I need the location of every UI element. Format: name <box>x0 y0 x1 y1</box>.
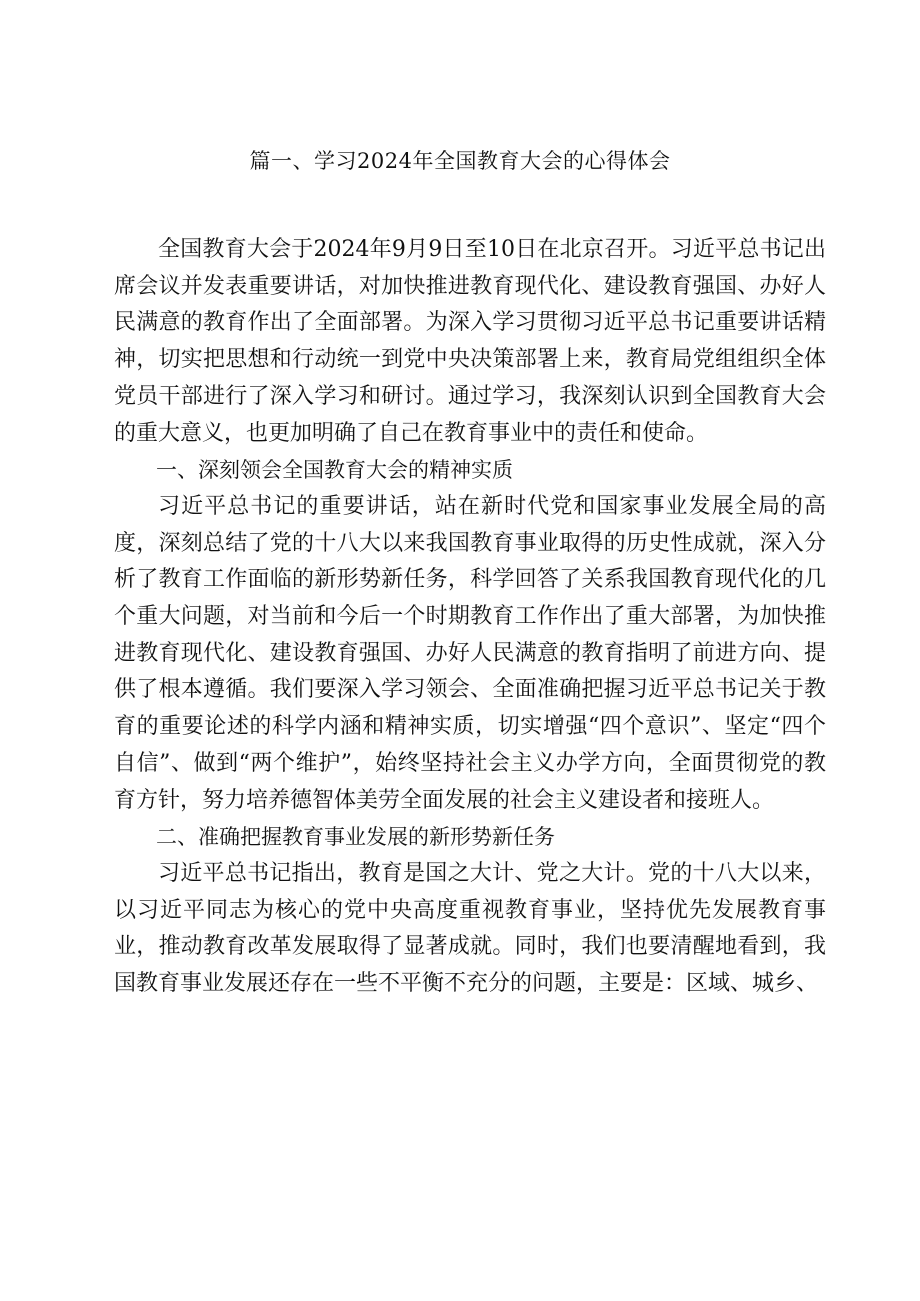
document-body <box>114 232 826 1003</box>
section-heading-2: 二、准确把握教育事业发展的新形势新任务 <box>156 825 555 850</box>
document-title: 篇一、学习2024年全国教育大会的心得体会 <box>249 149 671 173</box>
section-1-paragraph: 习近平总书记的重要讲话，站在新时代党和国家事业发展全局的高度，深刻总结了党的十八大以来我国教育事业取得的历史性成就，深入分析了教育工作面临的新形势新任务，科学回答了关系我国教育现代化的几个重大问题，对当前和今后一个时期教育工作作出了重大部署，为加快推进教育现代化、建设教育强国、办好人民满意的教育指明了前进方向、提供了根本遵循。我们要深入学习领会、全面准确把握习近平总书记关于教育的重要论述的科学内涵和精神实质，切实增强“四个意识”、坚定“四个自信”、做到“两个维护”，始终坚持社会主义办学方向，全面贯彻党的教育方针，努力培养德智体美劳全面发展的社会主义建设者和接班人。 <box>114 493 826 813</box>
section-2-paragraph: 习近平总书记指出，教育是国之大计、党之大计。党的十八大以来，以习近平同志为核心的党中央高度重视教育事业，坚持优先发展教育事业，推动教育改革发展取得了显著成就。同时，我们也要清醒地看到，我国教育事业发展还存在一些不平衡不充分的问题，主要是：区域、城乡、 <box>114 860 826 997</box>
intro-paragraph: 全国教育大会于2024年9月9日至10日在北京召开。习近平总书记出席会议并发表重要讲话，对加快推进教育现代化、建设教育强国、办好人民满意的教育作出了全面部署。为深入学习贯彻习近平总书记重要讲话精神，切实把思想和行动统一到党中央决策部署上来，教育局党组组织全体党员干部进行了深入学习和研讨。通过学习，我深刻认识到全国教育大会的重大意义，也更加明确了自己在教育事业中的责任和使命。 <box>114 237 826 446</box>
section-heading-1: 一、深刻领会全国教育大会的精神实质 <box>156 458 513 483</box>
